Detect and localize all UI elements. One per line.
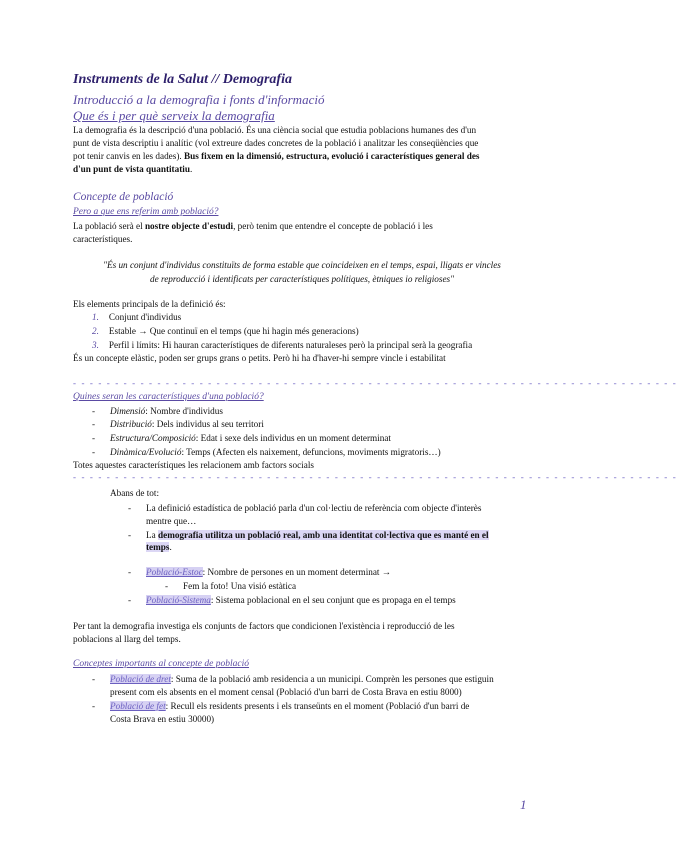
abans-item-1-line-1: La definició estadística de població parla d'un col·lectiu de referència com objecte d'interès [146, 503, 482, 513]
element-text-2: Estable → Que continuï en el temps (que hi hagin més generacions) [108, 326, 359, 336]
section-heading-important-concepts: Conceptes importants al concepte de població [73, 659, 249, 669]
abans-item-2-end: . [169, 542, 172, 552]
intro-line-3-bold: Bus fixem en la dimensió, estructura, evolució i característiques general des [183, 151, 480, 161]
intro-line-4-bold: d'un punt de vista quantitatiu [73, 164, 190, 174]
concept-line-1-start: La població serà el [73, 221, 145, 231]
characteristic-term-1: Dimensió [110, 406, 146, 416]
dashed-divider-1: - - - - - - - - - - - - - - - - - - - - - - - - - - - - - - - - - - - - - - - - - - - - - - - - - - - - - - - - - - - - - - - - - - - - - - - - [73, 378, 677, 388]
conclusion-line-1: Per tant la demografia investiga els conjunts de factors que condicionen l'existència i reproducció de les [73, 621, 455, 631]
elastic-note: És un concepte elàstic, poden ser grups grans o petits. Però hi ha d'haver-hi sempre vincle i estabilitat [73, 353, 446, 363]
poblacio-estoc-term: Població-Estoc [146, 567, 203, 577]
conclusion-line-2: poblacions al llarg del temps. [73, 634, 181, 644]
poblacio-fet-text: : Recull els residents presents i els transeünts en el moment (Població d'un barri de [165, 701, 470, 711]
bullet-dash: - [128, 530, 132, 540]
poblacio-dret-line-2: present com els absents en el moment censal (Població d'un barri de Costa Brava en estiu 8000) [110, 687, 462, 697]
intro-line-3 [73, 150, 479, 162]
elements-intro: Els elements principals de la definició és: [73, 299, 226, 309]
characteristic-term-2: Distribució [110, 419, 152, 429]
poblacio-fet-term: Població de fet [110, 701, 166, 711]
document-title: Instruments de la Salut // Demografia [73, 72, 292, 87]
section-heading-characteristics: Quines seran les característiques d'una població? [73, 392, 264, 402]
characteristic-text-1: : Nombre d'individus [145, 406, 223, 416]
section-heading-concept: Concepte de població [73, 191, 174, 203]
bullet-dash: - [92, 419, 96, 429]
bullet-dash: - [92, 433, 96, 443]
abans-item-2-line-1 [146, 529, 489, 541]
abans-item-2-start: La [146, 530, 158, 540]
bullet-dash: - [92, 406, 96, 416]
poblacio-estoc-sub: Fem la foto! Una visió estàtica [183, 581, 297, 591]
characteristic-item-1 [110, 405, 223, 417]
element-number-2: 2. [92, 326, 99, 336]
section-subheading-concept: Pero a que ens referim amb població? [73, 207, 219, 217]
poblacio-sistema-term: Població-Sistema [146, 595, 211, 605]
element-item-2 [92, 325, 359, 337]
bullet-dash: - [92, 674, 96, 684]
characteristics-summary: Totes aquestes característiques les relacionem amb factors socials [73, 460, 314, 470]
bullet-dash: - [92, 701, 96, 711]
characteristic-text-2: : Dels individus al seu territori [151, 419, 264, 429]
characteristic-item-3 [110, 432, 391, 444]
intro-line-3-text: pot tenir canvis en les dades). [73, 151, 184, 161]
bullet-dash: - [128, 567, 132, 577]
poblacio-fet-line-1 [110, 700, 469, 712]
poblacio-fet-line-2: Costa Brava en estiu 30000) [110, 714, 215, 724]
characteristic-item-2 [110, 418, 264, 430]
subtitle: Introducció a la demografia i fonts d'informació [73, 92, 325, 107]
characteristic-term-3: Estructura/Composició [110, 433, 196, 443]
bullet-dash: - [165, 581, 169, 591]
intro-line-4-end: . [189, 164, 193, 174]
bullet-dash: - [128, 595, 132, 605]
intro-line-4 [73, 163, 192, 175]
characteristic-text-4: : Temps (Afecten els naixement, defuncions, moviments migratoris…) [181, 447, 441, 457]
concept-line-1 [73, 220, 433, 232]
bullet-dash: - [128, 503, 132, 513]
characteristic-text-3: : Edat i sexe dels individus en un moment determinat [195, 433, 391, 443]
concept-line-1-end: , però tenim que entendre el concepte de població i les [233, 221, 433, 231]
poblacio-dret-term: Població de dret [110, 674, 171, 684]
element-number-3: 3. [92, 340, 99, 350]
concept-line-2: característiques. [73, 234, 133, 244]
poblacio-estoc-item [146, 566, 391, 578]
element-text-3: Perfil i límits: Hi hauran característiques de diferents naturaleses però la principal serà la geografia [108, 340, 473, 350]
concept-line-1-bold: nostre objecte d'estudi [144, 221, 234, 231]
intro-line-2: punt de vista descriptiu i analític (vol extreure dades concretes de la població i analitzar les conseqüències que [73, 138, 479, 148]
characteristic-term-4: Dinàmica/Evolució [110, 447, 182, 457]
characteristic-item-4 [110, 446, 441, 458]
intro-line-1: La demografia és la descripció d'una població. És una ciència social que estudia poblacions humanes des d'un [73, 125, 477, 135]
element-number-1: 1. [92, 312, 99, 322]
poblacio-sistema-text: : Sistema poblacional en el seu conjunt que es propaga en el temps [210, 595, 456, 605]
definition-quote-line-1: "És un conjunt d'individus constituïts de forma estable que coincideixen en el temps, espai, lligats er vincles [103, 260, 501, 270]
dashed-divider-2: - - - - - - - - - - - - - - - - - - - - - - - - - - - - - - - - - - - - - - - - - - - - - - - - - - - - - - - - - - - - - - - - - - - - - - - - [73, 472, 677, 482]
abans-item-2-line-2 [146, 541, 172, 553]
abans-item-2-highlight: demografia utilitza un població real, amb una identitat col·lectiva que es manté en el [158, 530, 489, 540]
section-heading-what-is: Que és i per què serveix la demografia [73, 108, 275, 123]
element-item-1 [92, 311, 181, 323]
abans-label: Abans de tot: [110, 488, 159, 498]
page-number: 1 [520, 797, 527, 812]
abans-item-2-highlight-end: temps [146, 542, 170, 552]
bullet-dash: - [92, 447, 96, 457]
abans-item-1-line-2: mentre que… [146, 516, 197, 526]
poblacio-dret-text: : Suma de la població amb residencia a un municipi. Comprèn les persones que estiguin [170, 674, 494, 684]
poblacio-estoc-text: : Nombre de persones en un moment determinat → [202, 567, 391, 577]
element-text-1: Conjunt d'individus [108, 312, 182, 322]
poblacio-dret-line-1 [110, 673, 494, 685]
element-item-3 [92, 339, 472, 351]
poblacio-sistema-item [146, 594, 456, 606]
definition-quote-line-2: de reproducció i identificats per característiques polítiques, ètniques io religioses" [150, 274, 454, 284]
